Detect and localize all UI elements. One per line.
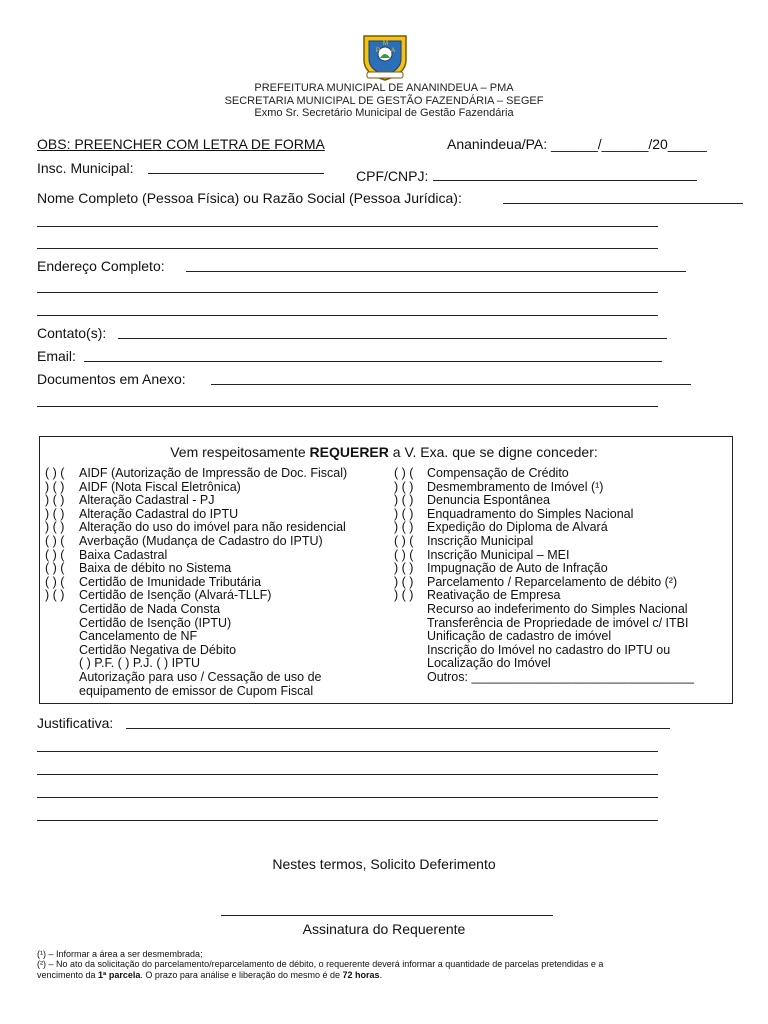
request-option-label: Inscrição do Imóvel no cadastro do IPTU ou bbox=[427, 642, 671, 657]
header-line-exmo: Exmo Sr. Secretário Municipal de Gestão Fazendária bbox=[254, 107, 514, 119]
insc-municipal-field[interactable] bbox=[148, 173, 324, 174]
request-option-label: Enquadramento do Simples Nacional bbox=[427, 506, 634, 521]
justificativa-field-line-3[interactable] bbox=[37, 774, 658, 775]
request-option-item[interactable] bbox=[45, 535, 347, 549]
request-option-label: Impugnação de Auto de Infração bbox=[427, 561, 608, 576]
footnote-3: vencimento da 1ª parcela. O prazo para análise e liberação do mesmo é de 72 horas. bbox=[37, 970, 383, 980]
checkbox-parentheses[interactable]: ) ( ) bbox=[394, 479, 414, 494]
request-option-item[interactable] bbox=[394, 481, 694, 495]
request-option-item[interactable] bbox=[45, 467, 347, 481]
request-option-label: Parcelamento / Reparcelamento de débito (²) bbox=[427, 574, 678, 589]
request-option-label: Compensação de Crédito bbox=[427, 466, 569, 480]
request-option-item[interactable] bbox=[45, 644, 347, 658]
footnote-2: (²) – No ato da solicitação do parcelamento/reparcelamento de débito, o requerente deverá informar a quantidade de parcelas pretendidas e a bbox=[37, 959, 604, 969]
request-option-label: Averbação (Mudança de Cadastro do IPTU) bbox=[79, 533, 323, 548]
request-option-item[interactable] bbox=[394, 508, 694, 522]
nome-field-line-3[interactable] bbox=[37, 248, 658, 249]
request-option-item[interactable] bbox=[394, 657, 694, 671]
request-option-item[interactable] bbox=[394, 467, 694, 481]
request-option-label: Transferência de Propriedade de imóvel c/ ITBI bbox=[427, 615, 689, 630]
request-option-label: equipamento de emissor de Cupom Fiscal bbox=[79, 683, 314, 698]
request-option-item[interactable] bbox=[394, 535, 694, 549]
header-line-prefeitura: PREFEITURA MUNICIPAL DE ANANINDEUA – PMA bbox=[254, 82, 514, 94]
request-option-label: Certidão Negativa de Débito bbox=[79, 642, 237, 657]
request-option-label: ( ) P.F. ( ) P.J. ( ) IPTU bbox=[79, 656, 201, 671]
request-option-label: AIDF (Autorização de Impressão de Doc. Fiscal) bbox=[79, 466, 348, 480]
nome-field-line-2[interactable] bbox=[37, 226, 658, 227]
request-option-label: Recurso ao indeferimento do Simples Nacional bbox=[427, 601, 688, 616]
cpf-cnpj-field[interactable] bbox=[433, 180, 697, 181]
municipal-crest-logo bbox=[358, 32, 412, 82]
place-date-field[interactable]: Ananindeua/PA: ______/______/20_____ bbox=[447, 136, 707, 152]
nome-field[interactable] bbox=[503, 203, 743, 204]
request-option-label: Certidão de Isenção (Alvará-TLLF) bbox=[79, 588, 272, 603]
request-option-label: AIDF (Nota Fiscal Eletrônica) bbox=[79, 479, 241, 494]
request-option-item[interactable] bbox=[45, 671, 347, 685]
checkbox-parentheses[interactable]: ( ) ( bbox=[45, 547, 65, 562]
nome-label: Nome Completo (Pessoa Física) ou Razão Social (Pessoa Jurídica): bbox=[37, 190, 462, 206]
checkbox-parentheses[interactable]: ) ( ) bbox=[45, 493, 65, 508]
request-option-item[interactable] bbox=[45, 549, 347, 563]
request-option-item[interactable] bbox=[45, 603, 347, 617]
checkbox-parentheses[interactable]: ) ( ) bbox=[45, 588, 65, 603]
request-option-label: Denuncia Espontânea bbox=[427, 493, 551, 508]
endereco-field-line-2[interactable] bbox=[37, 292, 658, 293]
request-option-item[interactable] bbox=[45, 617, 347, 631]
request-option-item[interactable] bbox=[394, 494, 694, 508]
request-option-item[interactable] bbox=[394, 549, 694, 563]
request-option-label: Desmembramento de Imóvel (¹) bbox=[427, 479, 604, 494]
checkbox-parentheses[interactable]: ( ) ( bbox=[394, 547, 414, 562]
obs-instruction: OBS: PREENCHER COM LETRA DE FORMA bbox=[37, 136, 325, 152]
header-line-secretaria: SECRETARIA MUNICIPAL DE GESTÃO FAZENDÁRIA – SEGEF bbox=[224, 95, 544, 107]
request-option-item[interactable] bbox=[45, 576, 347, 590]
justificativa-field-line-5[interactable] bbox=[37, 820, 658, 821]
request-option-item[interactable] bbox=[45, 508, 347, 522]
request-option-item[interactable] bbox=[394, 589, 694, 603]
request-option-item[interactable] bbox=[394, 630, 694, 644]
request-option-item[interactable] bbox=[394, 644, 694, 658]
checkbox-parentheses[interactable]: ) ( ) bbox=[45, 479, 65, 494]
request-option-label: Unificação de cadastro de imóvel bbox=[427, 629, 612, 644]
endereco-field-line-3[interactable] bbox=[37, 315, 658, 316]
email-label: Email: bbox=[37, 348, 76, 364]
request-option-label: Cancelamento de NF bbox=[79, 629, 198, 644]
request-option-label: Certidão de Imunidade Tributária bbox=[79, 574, 262, 589]
checkbox-parentheses[interactable]: ) ( ) bbox=[394, 574, 414, 589]
request-box-title: Vem respeitosamente REQUERER a V. Exa. que se digne conceder: bbox=[170, 444, 598, 460]
request-option-item[interactable] bbox=[45, 494, 347, 508]
documentos-field[interactable] bbox=[211, 384, 691, 385]
documentos-field-line-2[interactable] bbox=[37, 406, 658, 407]
svg-text:M: M bbox=[383, 41, 388, 47]
request-option-item[interactable] bbox=[394, 671, 694, 685]
request-option-item[interactable] bbox=[45, 630, 347, 644]
signature-line[interactable] bbox=[221, 915, 553, 916]
svg-text:A: A bbox=[391, 48, 396, 54]
request-option-item[interactable] bbox=[394, 521, 694, 535]
request-option-label: Alteração Cadastral - PJ bbox=[79, 493, 215, 508]
contato-label: Contato(s): bbox=[37, 325, 107, 341]
justificativa-label: Justificativa: bbox=[37, 715, 114, 731]
checkbox-parentheses[interactable]: ( ) ( bbox=[394, 466, 414, 480]
request-option-item[interactable] bbox=[45, 589, 347, 603]
cpf-cnpj-label: CPF/CNPJ: bbox=[356, 168, 429, 184]
checkbox-parentheses[interactable]: ) ( ) bbox=[394, 588, 414, 603]
request-options-right-list bbox=[394, 467, 694, 685]
endereco-field[interactable] bbox=[186, 271, 686, 272]
checkbox-parentheses[interactable]: ) ( ) bbox=[45, 520, 65, 535]
checkbox-parentheses[interactable]: ( ) ( bbox=[45, 574, 65, 589]
email-field[interactable] bbox=[84, 361, 662, 362]
request-option-label: Baixa de débito no Sistema bbox=[79, 561, 232, 576]
request-option-label: Alteração do uso do imóvel para não residencial bbox=[79, 520, 346, 535]
request-option-item[interactable] bbox=[394, 617, 694, 631]
checkbox-parentheses[interactable]: ) ( ) bbox=[394, 506, 414, 521]
checkbox-parentheses[interactable]: ( ) ( bbox=[394, 533, 414, 548]
request-option-item[interactable] bbox=[45, 521, 347, 535]
request-option-label: Certidão de Isenção (IPTU) bbox=[79, 615, 232, 630]
request-option-label: Autorização para uso / Cessação de uso de bbox=[79, 669, 322, 684]
request-option-label: Certidão de Nada Consta bbox=[79, 601, 221, 616]
insc-municipal-label: Insc. Municipal: bbox=[37, 160, 134, 176]
request-option-item[interactable] bbox=[394, 576, 694, 590]
documentos-label: Documentos em Anexo: bbox=[37, 371, 186, 387]
request-option-label: Outros: ________________________________ bbox=[427, 669, 694, 684]
request-option-label: Expedição do Diploma de Alvará bbox=[427, 520, 608, 535]
checkbox-parentheses[interactable]: ) ( ) bbox=[394, 520, 414, 535]
request-option-item[interactable] bbox=[45, 481, 347, 495]
request-option-item[interactable] bbox=[394, 562, 694, 576]
endereco-label: Endereço Completo: bbox=[37, 258, 165, 274]
checkbox-parentheses[interactable]: ) ( ) bbox=[394, 493, 414, 508]
request-option-item[interactable] bbox=[45, 685, 347, 699]
checkbox-parentheses[interactable]: ( ) ( bbox=[45, 533, 65, 548]
contato-field[interactable] bbox=[118, 338, 667, 339]
footnote-1: (¹) – Informar a área a ser desmembrada; bbox=[37, 949, 203, 959]
request-option-label: Alteração Cadastral do IPTU bbox=[79, 506, 239, 521]
checkbox-parentheses[interactable]: ( ) ( bbox=[45, 466, 65, 480]
signature-label: Assinatura do Requerente bbox=[302, 921, 466, 937]
request-option-label: Localização do Imóvel bbox=[427, 656, 551, 671]
justificativa-field-line-2[interactable] bbox=[37, 751, 658, 752]
svg-text:P: P bbox=[376, 48, 381, 54]
request-option-label: Inscrição Municipal bbox=[427, 533, 534, 548]
justificativa-field[interactable] bbox=[126, 728, 670, 729]
request-option-item[interactable] bbox=[45, 562, 347, 576]
request-option-label: Baixa Cadastral bbox=[79, 547, 168, 562]
request-option-item[interactable] bbox=[394, 603, 694, 617]
nestes-termos-text: Nestes termos, Solicito Deferimento bbox=[272, 856, 496, 872]
checkbox-parentheses[interactable]: ( ) ( bbox=[45, 561, 65, 576]
checkbox-parentheses[interactable]: ) ( ) bbox=[45, 506, 65, 521]
justificativa-field-line-4[interactable] bbox=[37, 797, 658, 798]
request-option-label: Reativação de Empresa bbox=[427, 588, 561, 603]
checkbox-parentheses[interactable]: ) ( ) bbox=[394, 561, 414, 576]
request-option-item[interactable] bbox=[45, 657, 347, 671]
request-option-label: Inscrição Municipal – MEI bbox=[427, 547, 570, 562]
request-options-left-list bbox=[45, 467, 347, 698]
